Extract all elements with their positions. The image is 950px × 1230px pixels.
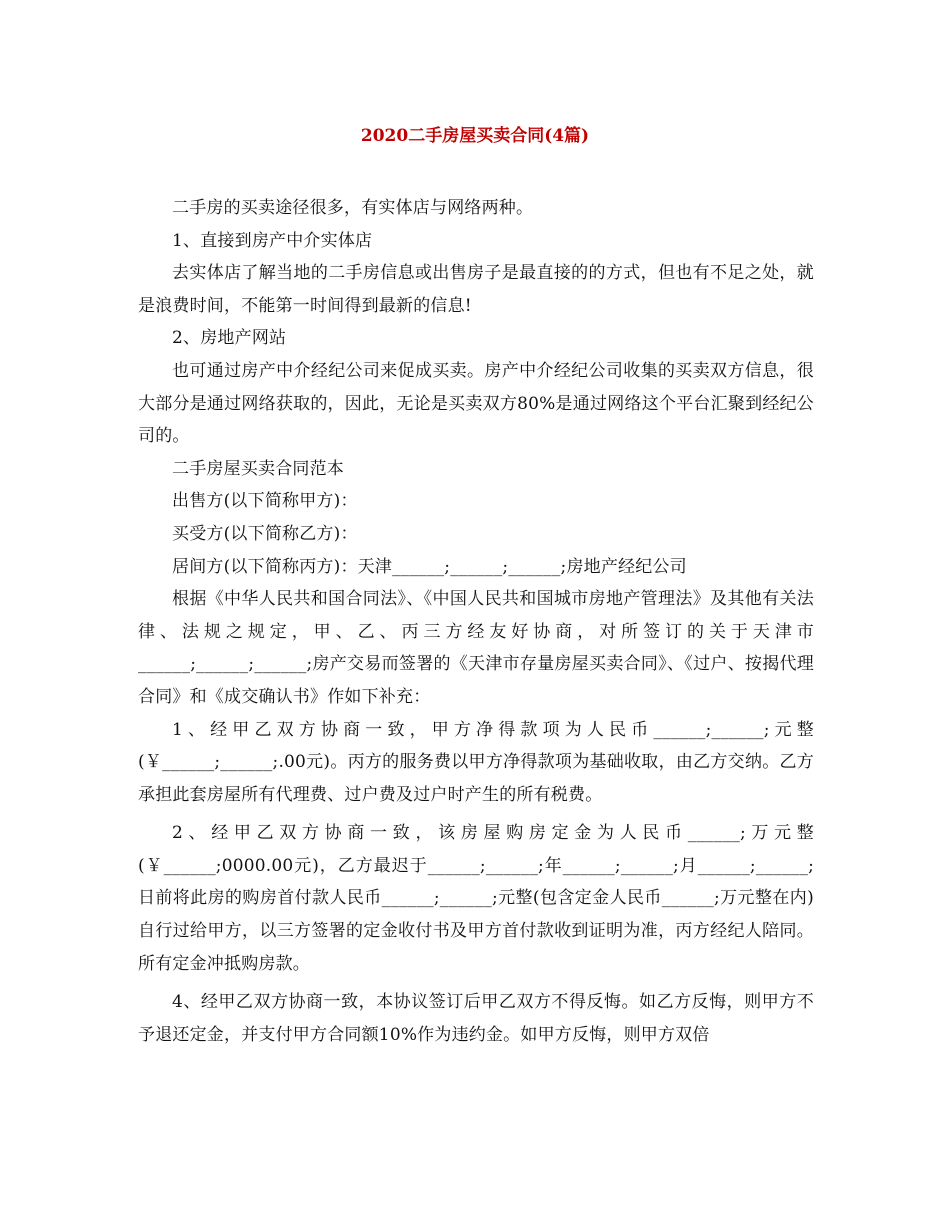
document-title: 2020二手房屋买卖合同(4篇) xyxy=(360,126,590,146)
document-body xyxy=(138,192,814,1051)
paragraph: 1、经甲乙双方协商一致，甲方净得款项为人民币______;______;元整(￥______;______;.00元)。丙方的服务费以甲方净得款项为基础收取，由乙方交纳。乙方承担此套房屋所有代理费、过户费及过户时产生的所有税费。 xyxy=(138,719,814,805)
paragraph: 去实体店了解当地的二手房信息或出售房子是最直接的的方式，但也有不足之处，就是浪费时间，不能第一时间得到最新的信息! xyxy=(138,263,814,316)
paragraph: 居间方(以下简称丙方)：天津______;______;______;房地产经纪公司 xyxy=(172,556,687,577)
paragraph: 2、房地产网站 xyxy=(172,328,287,349)
paragraph: 二手房的买卖途径很多，有实体店与网络两种。 xyxy=(172,198,534,218)
paragraph: 买受方(以下简称乙方)： xyxy=(172,523,358,544)
paragraph: 4、经甲乙双方协商一致，本协议签订后甲乙双方不得反悔。如乙方反悔，则甲方不予退还定金，并支付甲方合同额10%作为违约金。如甲方反悔，则甲方双倍 xyxy=(138,992,814,1045)
paragraph: 2、经甲乙双方协商一致，该房屋购房定金为人民币______;万元整(￥______;0000.00元)，乙方最迟于______;______;年______;______;月______;______;日前将此房的购房首付款人民币______;______;元整(包含定金人民币______;万元整在内)自行过给甲方，以三方签署的定金收付书及甲方首付款收到证明为准，丙方经纪人陪同。所有定金冲抵购房款。 xyxy=(138,823,814,974)
paragraph: 根据《中华人民共和国合同法》、《中国人民共和国城市房地产管理法》及其他有关法律、法规之规定，甲、乙、丙三方经友好协商，对所签订的关于天津市______;______;______;房产交易而签署的《天津市存量房屋买卖合同》、《过户、按揭代理合同》和《成交确认书》作如下补充： xyxy=(138,589,814,707)
paragraph: 出售方(以下简称甲方)： xyxy=(172,491,358,512)
paragraph: 也可通过房产中介经纪公司来促成买卖。房产中介经纪公司收集的买卖双方信息，很大部分是通过网络获取的，因此，无论是买卖双方80%是通过网络这个平台汇聚到经纪公司的。 xyxy=(138,360,814,447)
paragraph: 二手房屋买卖合同范本 xyxy=(172,458,344,479)
paragraph: 1、直接到房产中介实体店 xyxy=(172,230,373,251)
